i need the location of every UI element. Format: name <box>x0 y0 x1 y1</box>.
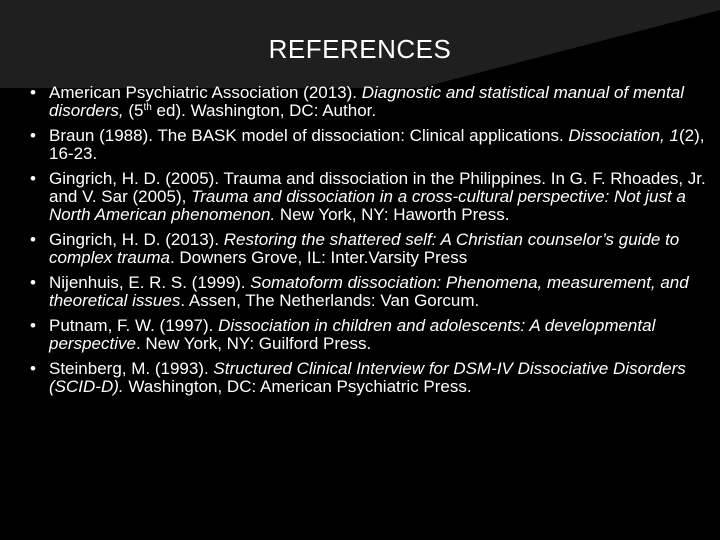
reference-item <box>30 317 714 353</box>
reference-title: Diagnostic and statistical manual of mental disorders, <box>49 83 684 120</box>
reference-edition-superscript: th <box>143 102 152 113</box>
reference-list <box>30 84 714 403</box>
reference-title: Restoring the shattered self: A Christian counselor’s guide to complex trauma <box>49 230 680 267</box>
reference-edition: (5 <box>123 101 144 120</box>
bullet: • <box>30 83 36 102</box>
bullet: • <box>30 230 36 249</box>
reference-authors: Gingrich, H. D. (2005). Trauma and dissociation in the Philippines. In G. F. Rhoades, Jr. and V. Sar (2005), <box>49 169 706 206</box>
bullet: • <box>30 316 36 335</box>
reference-issue-pages: (2), 16-23. <box>49 126 705 163</box>
reference-publisher: New York, NY: Haworth Press. <box>275 205 510 224</box>
reference-authors: Steinberg, M. (1993). <box>49 359 214 378</box>
reference-item <box>30 127 714 163</box>
reference-item <box>30 274 714 310</box>
reference-publisher: . Assen, The Netherlands: Van Gorcum. <box>180 291 480 310</box>
reference-title: Structured Clinical Interview for DSM-IV Dissociative Disorders (SCID-D). <box>49 359 686 396</box>
reference-authors: Nijenhuis, E. R. S. (1999). <box>49 273 251 292</box>
reference-authors: Braun (1988). The BASK model of dissociation: Clinical applications. <box>49 126 569 145</box>
bullet: • <box>30 126 36 145</box>
reference-journal: Dissociation, 1 <box>568 126 679 145</box>
reference-title: Dissociation in children and adolescents: A developmental perspective <box>49 316 656 353</box>
reference-item <box>30 231 714 267</box>
reference-authors: American Psychiatric Association (2013). <box>49 83 362 102</box>
reference-publisher: . New York, NY: Guilford Press. <box>135 334 372 353</box>
bullet: • <box>30 169 36 188</box>
reference-authors: Gingrich, H. D. (2013). <box>49 230 224 249</box>
reference-item <box>30 84 714 120</box>
reference-publisher: . Downers Grove, IL: Inter.Varsity Press <box>169 248 468 267</box>
reference-title: Somatoform dissociation: Phenomena, measurement, and theoretical issues <box>49 273 689 310</box>
slide-title: REFERENCES <box>268 34 452 64</box>
reference-item <box>30 170 714 224</box>
reference-publisher: Washington, DC: American Psychiatric Press. <box>123 377 472 396</box>
reference-title: Trauma and dissociation in a cross-cultural perspective: Not just a North American phenomenon. <box>49 187 686 224</box>
reference-publisher: ed). Washington, DC: Author. <box>151 101 377 120</box>
bullet: • <box>30 359 36 378</box>
reference-authors: Putnam, F. W. (1997). <box>49 316 219 335</box>
reference-item <box>30 360 714 396</box>
bullet: • <box>30 273 36 292</box>
